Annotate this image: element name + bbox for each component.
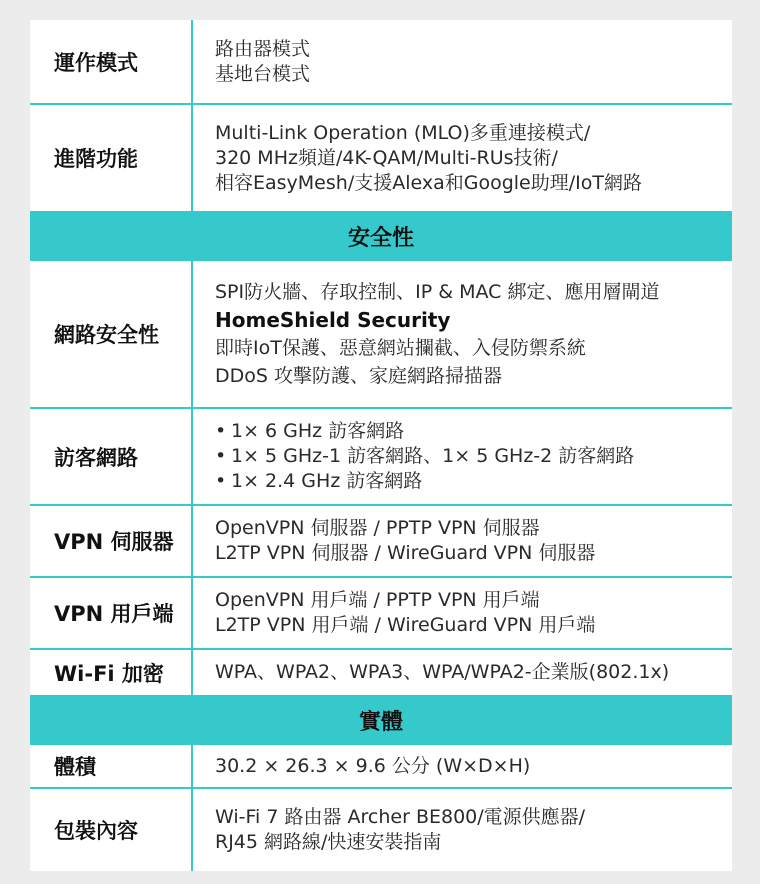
value-line: OpenVPN 伺服器 / PPTP VPN 伺服器 — [215, 517, 540, 539]
row-label: Wi-Fi 加密 — [30, 650, 193, 695]
value-line: 即時IoT保護、惡意網站攔截、入侵防禦系統 — [215, 337, 586, 359]
row-value — [193, 745, 732, 787]
row-package-contents — [30, 789, 732, 871]
list-item: • 1× 6 GHz 訪客網路 — [215, 420, 405, 442]
row-value — [193, 578, 732, 648]
value-line: 320 MHz頻道/4K-QAM/Multi-RUs技術/ — [215, 146, 558, 169]
value-line: L2TP VPN 伺服器 / WireGuard VPN 伺服器 — [215, 542, 596, 564]
value-line: WPA、WPA2、WPA3、WPA/WPA2-企業版(802.1x) — [215, 661, 670, 683]
row-operation-mode — [30, 20, 732, 105]
section-header-physical: 實體 — [30, 697, 732, 745]
value-line: 相容EasyMesh/支援Alexa和Google助理/IoT網路 — [215, 171, 642, 194]
value-line: 基地台模式 — [215, 62, 311, 85]
value-line: OpenVPN 用戶端 / PPTP VPN 用戶端 — [215, 589, 540, 611]
row-value — [193, 261, 732, 407]
value-line: L2TP VPN 用戶端 / WireGuard VPN 用戶端 — [215, 614, 596, 636]
row-network-security — [30, 261, 732, 409]
bullet-icon: • — [215, 470, 227, 492]
row-label: VPN 伺服器 — [30, 506, 193, 576]
list-item: • 1× 2.4 GHz 訪客網路 — [215, 470, 423, 492]
bullet-icon: • — [215, 420, 227, 442]
row-label: 訪客網路 — [30, 409, 193, 504]
section-header-security: 安全性 — [30, 213, 732, 261]
row-label: 包裝內容 — [30, 789, 193, 871]
row-value — [193, 409, 732, 504]
spec-table — [30, 20, 732, 871]
row-dimensions — [30, 745, 732, 789]
value-line: Wi-Fi 7 路由器 Archer BE800/電源供應器/ — [215, 806, 586, 828]
row-label: VPN 用戶端 — [30, 578, 193, 648]
value-line: DDoS 攻擊防護、家庭網路掃描器 — [215, 365, 502, 387]
value-line: Multi-Link Operation (MLO)多重連接模式/ — [215, 121, 591, 144]
row-label: 運作模式 — [30, 20, 193, 103]
row-label: 進階功能 — [30, 105, 193, 211]
value-line: 路由器模式 — [215, 37, 311, 60]
row-value — [193, 20, 732, 103]
bullet-icon: • — [215, 445, 227, 467]
list-item: • 1× 5 GHz-1 訪客網路、1× 5 GHz-2 訪客網路 — [215, 445, 635, 467]
row-value — [193, 105, 732, 211]
row-label: 體積 — [30, 745, 193, 787]
row-vpn-server — [30, 506, 732, 578]
homeshield-title: HomeShield Security — [215, 308, 451, 332]
row-advanced-features — [30, 105, 732, 213]
row-wifi-encryption — [30, 650, 732, 697]
row-label: 網路安全性 — [30, 261, 193, 407]
value-line: SPI防火牆、存取控制、IP & MAC 綁定、應用層閘道 — [215, 281, 660, 303]
row-value — [193, 650, 732, 695]
value-line: 30.2 × 26.3 × 9.6 公分 (W×D×H) — [215, 754, 531, 777]
value-line: RJ45 網路線/快速安裝指南 — [215, 831, 442, 853]
row-vpn-client — [30, 578, 732, 650]
row-value — [193, 789, 732, 871]
row-value — [193, 506, 732, 576]
row-guest-network — [30, 409, 732, 506]
